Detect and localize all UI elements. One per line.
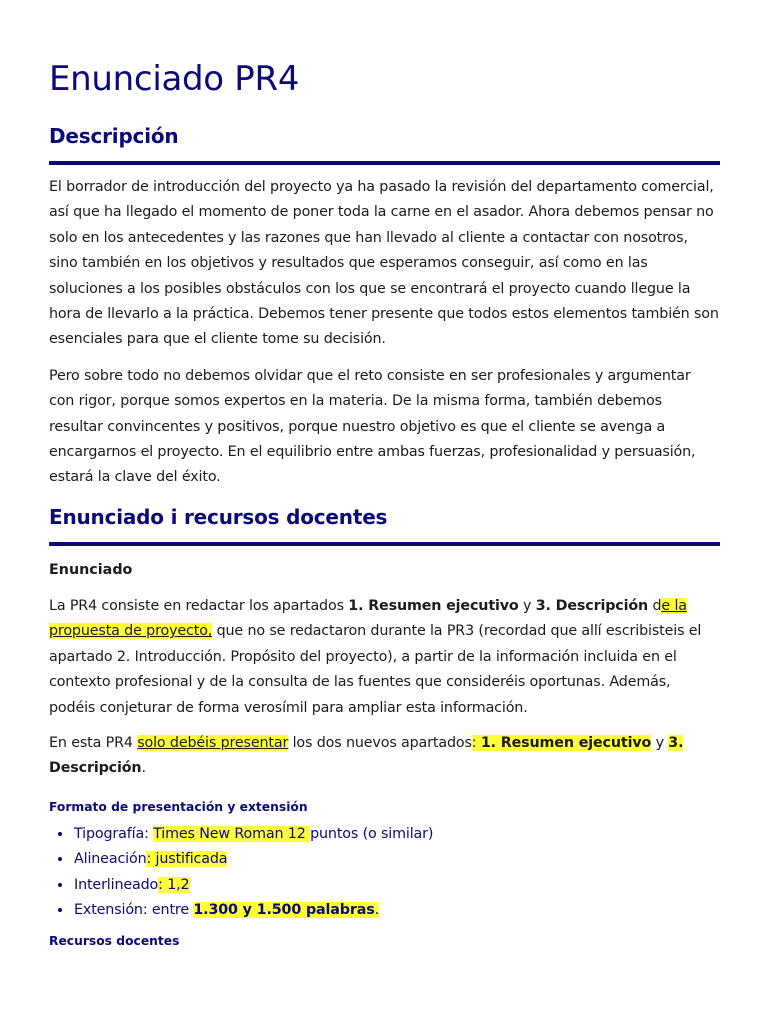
bold-highlight-run: 1. Resumen ejecutivo xyxy=(480,734,652,751)
text-run: d xyxy=(648,597,662,614)
format-item-label: Extensión: entre xyxy=(74,901,194,918)
format-item-typography xyxy=(73,822,720,847)
highlight-run: : xyxy=(471,734,481,751)
format-item-label: Alineación xyxy=(74,851,147,868)
descripcion-paragraph-1: El borrador de introducción del proyecto ya ha pasado la revisión del departamento comercial, así que ha llegado el momento de poner toda la carne en el asador. Ahora debemos pensar no solo en los antecedentes y las razones que han llevado al cliente a contactar con nosotros, sino también en los objetivos y resultados que esperamos conseguir, así como en las soluciones a los posibles obstáculos con los que se encontrará el proyecto cuando llegue la hora de llevarlo a la práctica. Debemos tener presente que todos estos elementos también son esenciales para que el cliente tome su decisión. xyxy=(49,179,719,348)
enunciado-paragraph-2 xyxy=(49,731,720,782)
text-run: . xyxy=(141,760,146,777)
resources-heading: Recursos docentes xyxy=(49,934,180,949)
bold-run: 1. Resumen ejecutivo xyxy=(348,597,519,614)
format-item-line-spacing xyxy=(73,873,720,898)
bold-run: Descripción xyxy=(49,760,142,777)
format-item-highlight: 1.300 y 1.500 palabras xyxy=(193,901,375,918)
format-heading: Formato de presentación y extensión xyxy=(49,799,308,814)
highlight-run: e la propuesta de proyecto, xyxy=(49,597,687,640)
format-item-length xyxy=(73,898,720,923)
format-list xyxy=(49,822,720,924)
text-run: En esta PR4 xyxy=(49,734,138,751)
text-run: La PR4 consiste en redactar los apartados xyxy=(49,597,349,614)
format-item-rest: puntos (o similar) xyxy=(310,825,434,842)
text-run: y xyxy=(651,734,669,751)
enunciado-paragraph-1 xyxy=(49,594,720,721)
text-run: y xyxy=(518,597,536,614)
subheading-enunciado: Enunciado xyxy=(49,561,133,578)
format-item-alignment xyxy=(73,847,720,872)
format-item-label: Tipografía: xyxy=(74,825,154,842)
section-heading-enunciado-recursos: Enunciado i recursos docentes xyxy=(49,503,720,546)
page-title: Enunciado PR4 xyxy=(49,59,300,99)
format-item-rest: . xyxy=(374,901,380,918)
section-heading-descripcion: Descripción xyxy=(49,122,720,165)
bold-highlight-run: 3. xyxy=(668,734,684,751)
bold-run: 3. Descripción xyxy=(535,597,649,614)
descripcion-paragraph-2: Pero sobre todo no debemos olvidar que el reto consiste en ser profesionales y argumentar con rigor, porque somos expertos en la materia. De la misma forma, también debemos resultar convincentes y positivos, porque nuestro objetivo es que el cliente se avenga a encargarnos el proyecto. En el equilibrio entre ambas fuerzas, profesionalidad y persuasión, estará la clave del éxito. xyxy=(49,367,696,486)
text-run: los dos nuevos apartados xyxy=(288,734,472,751)
format-item-highlight: : 1,2 xyxy=(158,876,190,893)
format-item-highlight: : justificada xyxy=(146,851,228,868)
highlight-run: solo debéis presentar xyxy=(137,734,289,751)
format-item-label: Interlineado xyxy=(74,876,159,893)
text-run: que no se redactaron durante la PR3 (recordad que allí escribisteis el apartado 2. Introducción. Propósito del proyecto), a partir de la información incluida en el contexto profesional y de la consulta de las fuentes que consideréis oportunas. Además, podéis conjeturar de forma verosímil para ampliar esta información. xyxy=(49,623,702,716)
format-item-highlight: Times New Roman 12 xyxy=(153,825,311,842)
